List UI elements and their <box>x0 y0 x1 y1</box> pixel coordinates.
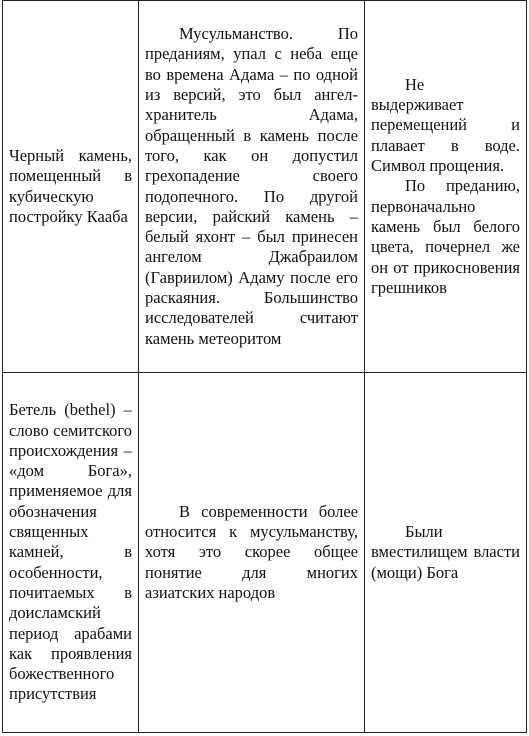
cell-text: В современности более относится к мусульманству, хотя это скорее общее понятие для многих азиатских народов <box>145 501 358 602</box>
cell-text: Были вместилищем власти (мощи) Бога <box>371 522 520 582</box>
stones-table <box>2 0 527 733</box>
table-cell-religion <box>139 373 365 733</box>
table-cell-name <box>3 1 139 373</box>
cell-text: Черный камень, помещенный в кубическую постройку Кааба <box>9 145 132 226</box>
cell-paragraph: Не выдерживает перемещений и плавает в воде. Символ прощения. <box>371 74 520 176</box>
table-cell-religion <box>139 1 365 373</box>
table-cell-name <box>3 373 139 733</box>
cell-text: Мусульманство. По преданиям, упал с неба еще во времена Адама – по одной из версий, это был ангел-хранитель Адама, обращенный в камень после того, как он допустил грехопадение своего подопечного. По другой версии, райский камень – белый яхонт – был принесен ангелом Джабраилом (Гавриилом) Адаму после его раскаяния. Большинство исследователей считают камень метеоритом <box>145 24 358 348</box>
cell-paragraph: По преданию, первоначально камень был белого цвета, почернел же он от прикосновения грешников <box>371 176 520 297</box>
table-cell-properties <box>365 373 527 733</box>
table-cell-properties <box>365 1 527 373</box>
cell-text: Бетель (bethel) – слово семитского происхождения – «дом Бога», применяемое для обозначения священных камней, в особенности, почитаемых в доисламский период арабами как проявления божественного присутствия <box>9 400 132 704</box>
table-row <box>3 1 527 373</box>
table-row <box>3 373 527 733</box>
